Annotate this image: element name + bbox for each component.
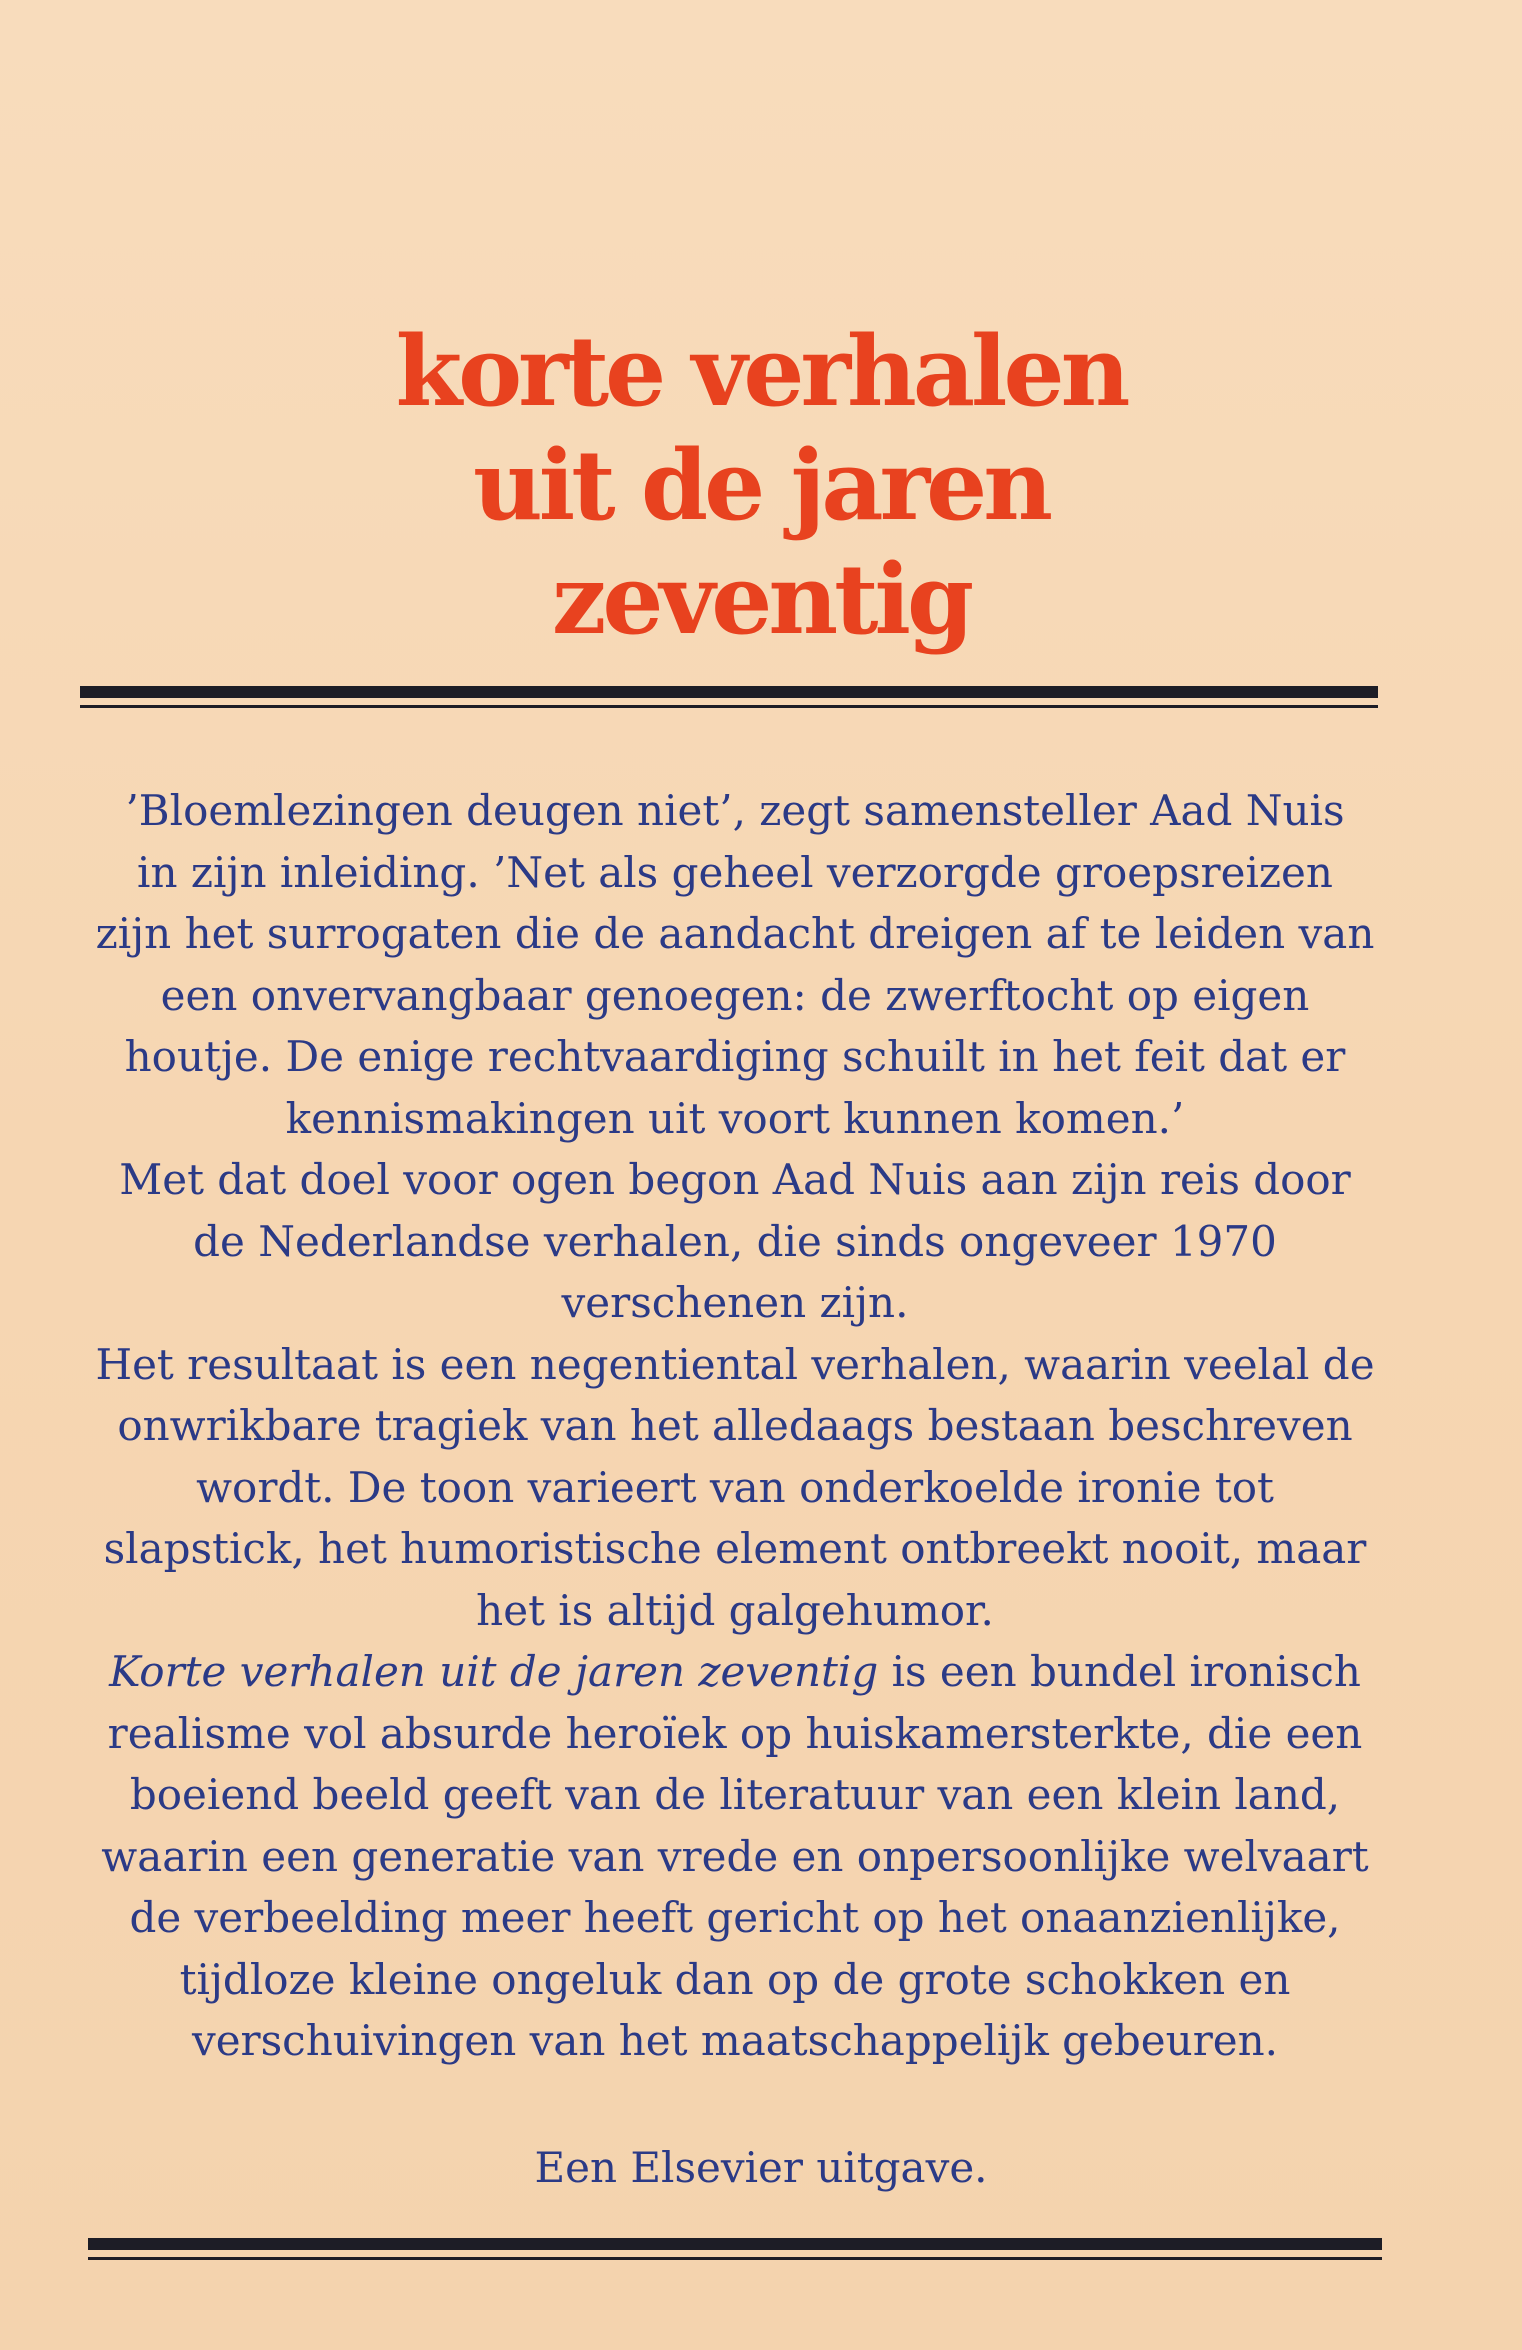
publisher-line: Een Elsevier uitgave. xyxy=(534,2143,988,2192)
blurb-line: ’Bloemlezingen deugen niet’, zegt samensteller Aad Nuis xyxy=(125,786,1345,835)
blurb-line: de verbeelding meer heeft gericht op het onaanzienlijke, xyxy=(129,1893,1341,1942)
top-divider-thick-line xyxy=(80,686,1378,698)
blurb-paragraph-3 xyxy=(70,1334,1400,1642)
blurb-line: boeiend beeld geeft van de literatuur van een klein land, xyxy=(129,1770,1341,1819)
blurb-line: kennismakingen uit voort kunnen komen.’ xyxy=(285,1093,1185,1143)
blurb-line: houtje. De enige rechtvaardiging schuilt in het feit dat er xyxy=(124,1032,1346,1081)
top-divider-thin-line xyxy=(80,705,1378,708)
title-line-1: korte verhalen xyxy=(395,315,1127,428)
blurb-line: onwrikbare tragiek van het alledaags bestaan beschreven xyxy=(117,1401,1353,1450)
blurb-line: verschuivingen van het maatschappelijk gebeuren. xyxy=(191,2016,1279,2065)
blurb-line: Met dat doel voor ogen begon Aad Nuis aan zijn reis door xyxy=(119,1155,1351,1204)
blurb-paragraph-2 xyxy=(70,1149,1400,1334)
blurb-text xyxy=(70,780,1400,2072)
blurb-paragraph-1 xyxy=(70,780,1400,1149)
blurb-line: de Nederlandse verhalen, die sinds ongeveer 1970 xyxy=(193,1216,1277,1266)
bottom-divider-thick-line xyxy=(88,2238,1382,2250)
blurb-line: realisme vol absurde heroïek op huiskamersterkte, die een xyxy=(107,1708,1363,1758)
book-title-italic: Korte verhalen uit de jaren zeventig xyxy=(109,1647,879,1696)
blurb-line: is een bundel ironisch xyxy=(878,1647,1361,1696)
blurb-line: verschenen zijn. xyxy=(561,1278,909,1327)
blurb-line: zijn het surrogaten die de aandacht dreigen af te leiden van xyxy=(95,909,1375,958)
blurb-line: waarin een generatie van vrede en onpersoonlijke welvaart xyxy=(101,1831,1369,1881)
title-line-3: zeventig xyxy=(551,543,971,656)
blurb-line: in zijn inleiding. ’Net als geheel verzorgde groepsreizen xyxy=(137,847,1333,897)
blurb-line: tijdloze kleine ongeluk dan op de grote schokken en xyxy=(179,1954,1291,2004)
book-title xyxy=(0,315,1522,657)
blurb-paragraph-4 xyxy=(70,1641,1400,2072)
blurb-line: het is altijd galgehumor. xyxy=(476,1585,994,1635)
blurb-line: slapstick, het humoristische element ontbreekt nooit, maar xyxy=(103,1524,1367,1573)
bottom-divider-thin-line xyxy=(88,2257,1382,2260)
blurb-line: wordt. De toon varieert van onderkoelde ironie tot xyxy=(196,1462,1274,1512)
blurb-line: een onvervangbaar genoegen: de zwerftocht op eigen xyxy=(160,970,1310,1020)
top-divider xyxy=(80,686,1378,716)
bottom-divider xyxy=(88,2238,1382,2268)
blurb-line: Het resultaat is een negentiental verhalen, waarin veelal de xyxy=(95,1339,1375,1389)
title-line-2: uit de jaren xyxy=(472,429,1050,542)
